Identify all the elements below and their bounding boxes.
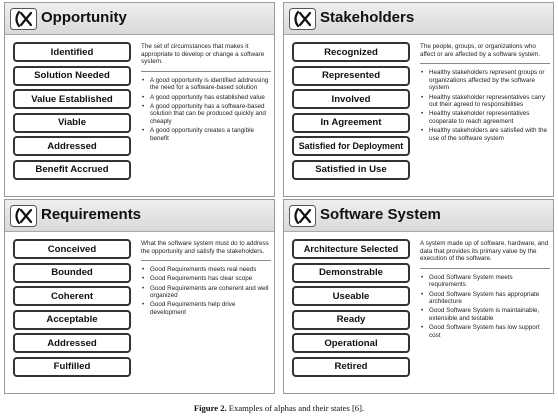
state-card: Retired: [292, 357, 410, 377]
health-checklist: [420, 274, 550, 340]
checklist-item: • A good opportunity is identified addressing the need for a software-based solution: [141, 77, 271, 92]
checklist-item: • Good Software System has low support cost: [420, 324, 550, 339]
checklist-item: • Good Requirements meets real needs: [141, 266, 271, 274]
state-card: Coherent: [13, 286, 131, 306]
alpha-definition: A system made up of software, hardware, and data that provides its primary value by the execution of the software.: [420, 240, 549, 263]
state-card: Satisfied in Use: [292, 160, 410, 180]
checklist-item: • Healthy stakeholder representatives cooperate to reach agreement: [420, 110, 550, 125]
alpha-panel-requirements: [4, 199, 275, 394]
health-checklist: [420, 69, 550, 142]
panel-header: [5, 3, 274, 35]
alpha-panel-stakeholders: [283, 2, 554, 197]
state-card: Benefit Accrued: [13, 160, 131, 180]
panel-header: [5, 200, 274, 232]
checklist-item: • A good opportunity creates a tangible benefit: [141, 127, 271, 142]
state-card: Conceived: [13, 239, 131, 259]
panel-title: Requirements: [41, 206, 142, 223]
panel-title: Stakeholders: [320, 9, 415, 26]
checklist-item: • Good Requirements help drive development: [141, 301, 271, 316]
figure-caption: [0, 403, 558, 413]
state-card: Solution Needed: [13, 66, 131, 86]
alpha-definition: The people, groups, or organizations who affect or are affected by a software system.: [420, 43, 541, 58]
figure-label: Figure 2.: [193, 403, 227, 413]
state-card: Represented: [292, 66, 410, 86]
state-card: Demonstrable: [292, 263, 410, 283]
state-card: Involved: [292, 89, 410, 109]
figure-caption-text: Examples of alphas and their states [6].: [226, 403, 365, 413]
alpha-panel-opportunity: [4, 2, 275, 197]
state-card: Identified: [13, 42, 131, 62]
alpha-definition: The set of circumstances that makes it appropriate to develop or change a software system.: [141, 43, 265, 66]
checklist-item: • Healthy stakeholders represent groups or organizations affected by the software system: [420, 69, 550, 92]
state-card: Recognized: [292, 42, 410, 62]
alpha-logo-icon: [289, 205, 316, 227]
alpha-description-block: [141, 240, 271, 318]
alpha-description-block: [141, 43, 271, 144]
state-card: Viable: [13, 113, 131, 133]
state-list: [292, 239, 410, 381]
state-card: Operational: [292, 333, 410, 353]
state-card: Ready: [292, 310, 410, 330]
state-card: Acceptable: [13, 310, 131, 330]
panel-title: Software System: [320, 206, 441, 223]
checklist-item: • Good Software System has appropriate architecture: [420, 291, 550, 306]
alpha-panel-software-system: [283, 199, 554, 394]
state-card: Useable: [292, 286, 410, 306]
alpha-description-block: [420, 43, 550, 144]
checklist-item: • Healthy stakeholders are satisfied with the use of the software system: [420, 127, 550, 142]
alpha-logo-icon: [10, 8, 37, 30]
alpha-definition: What the software system must do to address the opportunity and satisfy the stakeholders.: [141, 240, 269, 255]
checklist-item: • Good Requirements has clear scope: [141, 275, 271, 283]
state-card: Addressed: [13, 333, 131, 353]
divider: [420, 63, 550, 64]
alpha-description-block: [420, 240, 550, 341]
checklist-item: • A good opportunity has established value: [141, 94, 271, 102]
alpha-logo-icon: [289, 8, 316, 30]
state-list: [13, 239, 131, 381]
health-checklist: [141, 266, 271, 316]
panel-title: Opportunity: [41, 9, 127, 26]
alpha-logo-icon: [10, 205, 37, 227]
divider: [141, 260, 271, 261]
state-card: Fulfilled: [13, 357, 131, 377]
health-checklist: [141, 77, 271, 143]
panel-header: [284, 3, 553, 35]
state-card: Addressed: [13, 136, 131, 156]
checklist-item: • A good opportunity has a software-based solution that can be produced quickly and cheaply: [141, 103, 271, 126]
state-card: Value Established: [13, 89, 131, 109]
divider: [141, 71, 271, 72]
state-card: In Agreement: [292, 113, 410, 133]
state-list: [292, 42, 410, 184]
divider: [420, 268, 550, 269]
state-card: Architecture Selected: [292, 239, 410, 259]
state-card: Satisfied for Deployment: [292, 136, 410, 156]
checklist-item: • Healthy stakeholder representatives carry out their agreed to responsibilities: [420, 94, 550, 109]
panel-header: [284, 200, 553, 232]
checklist-item: • Good Software System is maintainable, extensible and testable: [420, 307, 550, 322]
state-card: Bounded: [13, 263, 131, 283]
checklist-item: • Good Software System meets requirements: [420, 274, 550, 289]
state-list: [13, 42, 131, 184]
checklist-item: • Good Requirements are coherent and well organized: [141, 285, 271, 300]
